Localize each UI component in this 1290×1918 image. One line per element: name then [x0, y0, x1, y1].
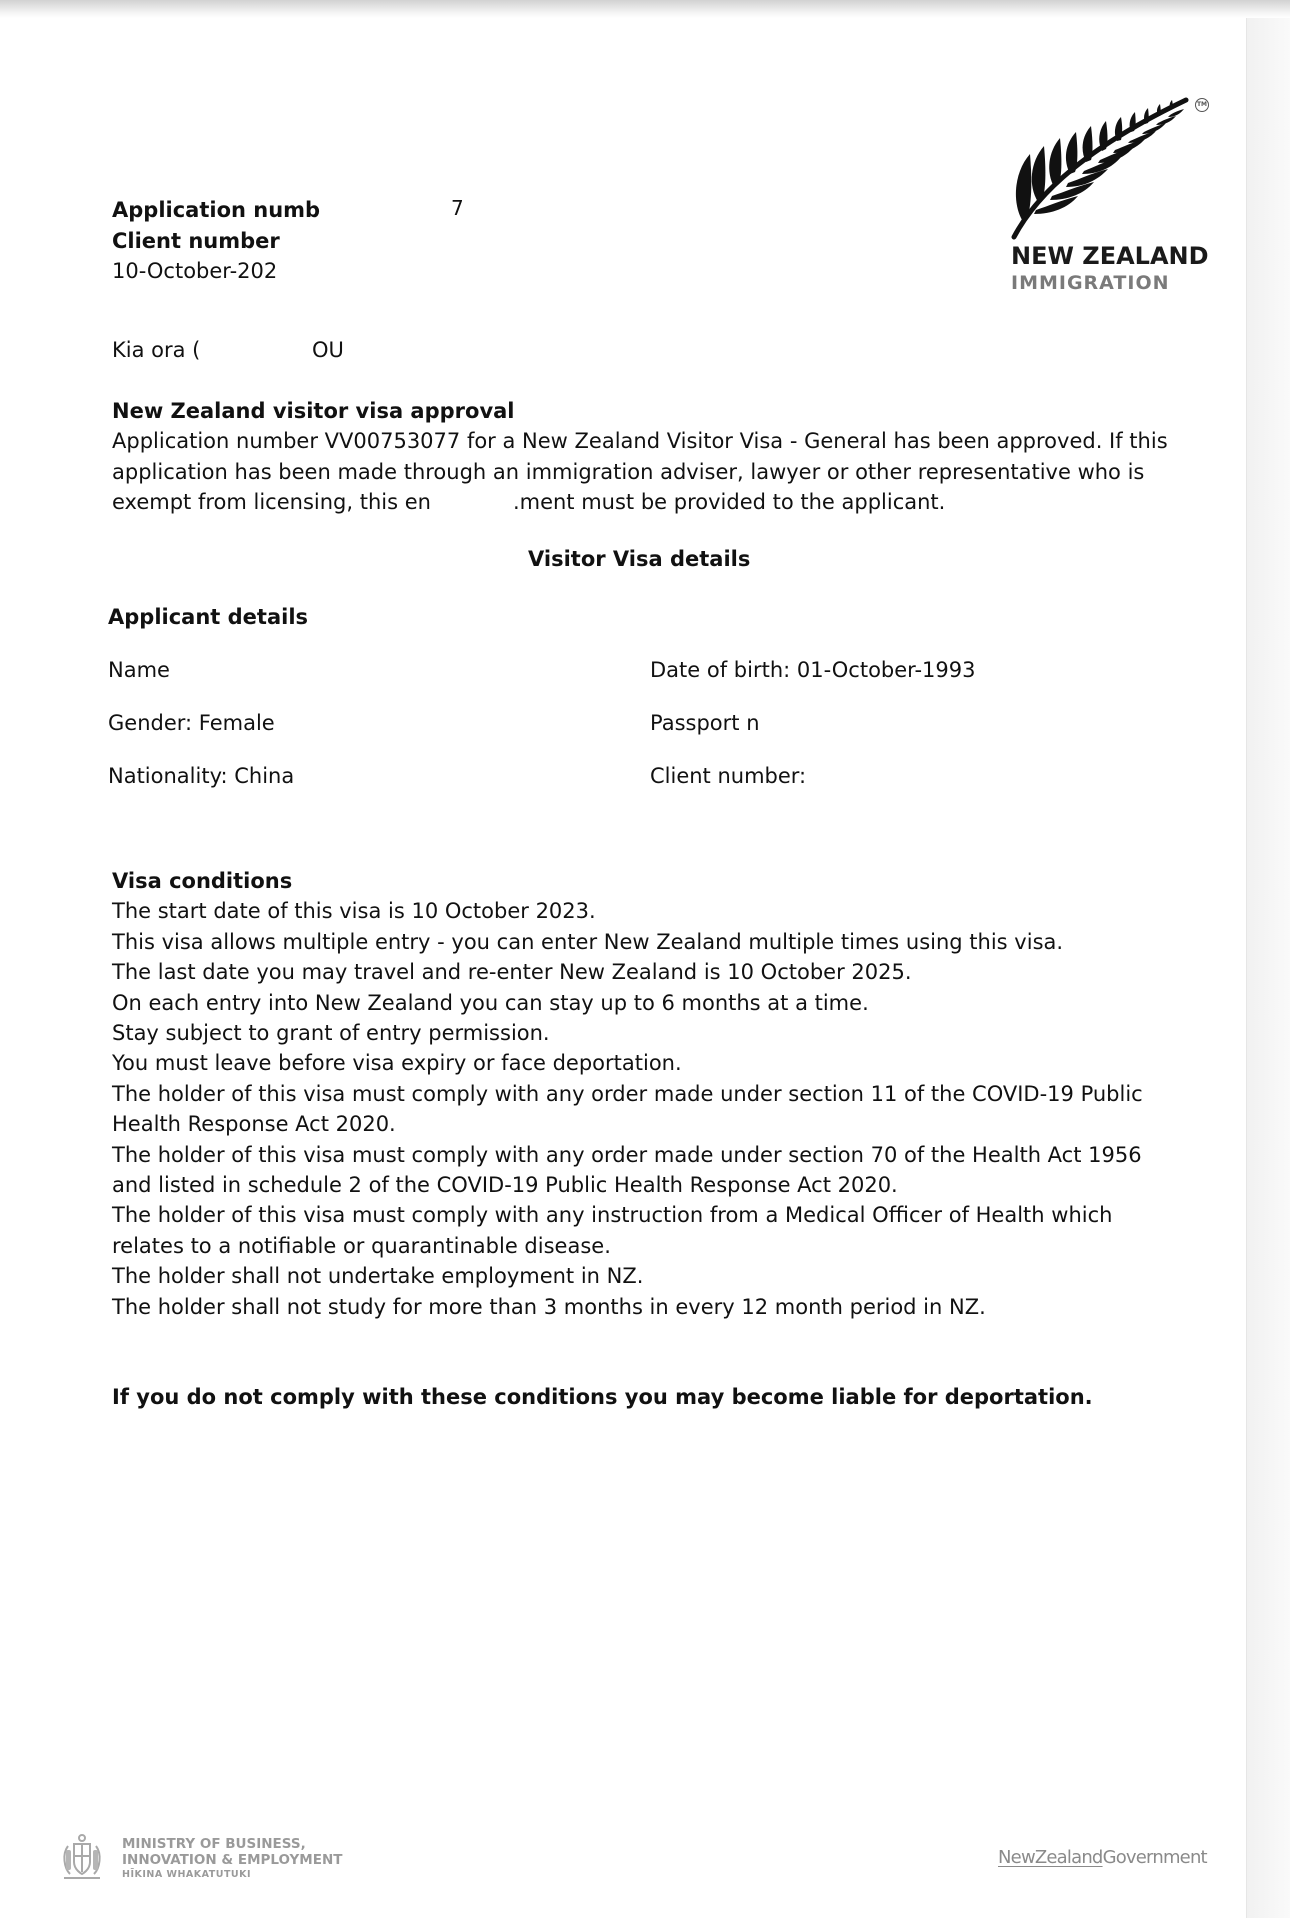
trademark-icon: TM [1195, 98, 1209, 112]
nz-immigration-logo [1008, 92, 1218, 302]
condition-line: The holder of this visa must comply with any order made under section 11 of the COVID-19 Public [112, 1081, 1143, 1106]
condition-line: relates to a notifiable or quarantinable disease. [112, 1233, 611, 1258]
approval-heading: New Zealand visitor visa approval [112, 399, 515, 423]
applicant-client-number-label: Client number: [650, 764, 807, 788]
application-number-label: Application numb [112, 198, 321, 222]
applicant-nationality: Nationality: China [108, 764, 295, 788]
visa-conditions [112, 866, 1143, 1322]
silver-fern-icon [1008, 92, 1193, 242]
approval-line-2: application has been made through an immigration adviser, lawyer or other representative who is [112, 459, 1145, 484]
greeting-prefix: Kia ora ( [112, 338, 201, 362]
condition-line: The holder of this visa must comply with any order made under section 70 of the Health Act 1956 [112, 1142, 1142, 1167]
letter-date: 10-October-202 [112, 259, 278, 283]
coat-of-arms-icon [56, 1832, 108, 1884]
applicant-gender: Gender: Female [108, 711, 275, 735]
greeting-suffix: OU [312, 338, 344, 362]
condition-line: You must leave before visa expiry or face deportation. [112, 1051, 682, 1076]
condition-line: The last date you may travel and re-enter New Zealand is 10 October 2025. [112, 960, 912, 985]
applicant-date-of-birth: Date of birth: 01-October-1993 [650, 658, 976, 682]
logo-wordmark-immigration: IMMIGRATION [1011, 272, 1170, 294]
deportation-warning: If you do not comply with these conditions you may become liable for deportation. [112, 1385, 1093, 1409]
condition-line: and listed in schedule 2 of the COVID-19 Public Health Response Act 2020. [112, 1173, 898, 1198]
condition-line: This visa allows multiple entry - you can enter New Zealand multiple times using this visa. [112, 929, 1064, 954]
applicant-name-label: Name [108, 658, 170, 682]
visa-conditions-heading: Visa conditions [112, 869, 293, 893]
nz-government-logo: NewZealandGovernment [998, 1847, 1207, 1868]
client-number-label: Client number [112, 229, 280, 253]
condition-line: Stay subject to grant of entry permission. [112, 1021, 550, 1046]
applicant-details-heading: Applicant details [108, 605, 309, 629]
details-section-title: Visitor Visa details [528, 547, 751, 571]
condition-line: The holder of this visa must comply with any instruction from a Medical Officer of Health which [112, 1203, 1113, 1228]
condition-line: Health Response Act 2020. [112, 1112, 396, 1137]
application-number-fragment: 7 [451, 196, 464, 220]
approval-section [112, 396, 1168, 518]
condition-line: The holder shall not study for more than 3 months in every 12 month period in NZ. [112, 1294, 986, 1319]
logo-wordmark-new-zealand: NEW ZEALAND [1011, 242, 1209, 270]
applicant-passport-label: Passport n [650, 711, 760, 735]
approval-line-3: exempt from licensing, this en .ment must be provided to the applicant. [112, 490, 946, 515]
approval-line-1: Application number VV00753077 for a New Zealand Visitor Visa - General has been approved. If this [112, 429, 1168, 454]
mbie-wordmark: MINISTRY OF BUSINESS, INNOVATION & EMPLOYMENT HĪKINA WHAKATUTUKI [122, 1836, 343, 1880]
condition-line: The start date of this visa is 10 October 2023. [112, 899, 596, 924]
condition-line: The holder shall not undertake employment in NZ. [112, 1264, 644, 1289]
condition-line: On each entry into New Zealand you can stay up to 6 months at a time. [112, 990, 869, 1015]
page-edge [1246, 18, 1290, 1918]
